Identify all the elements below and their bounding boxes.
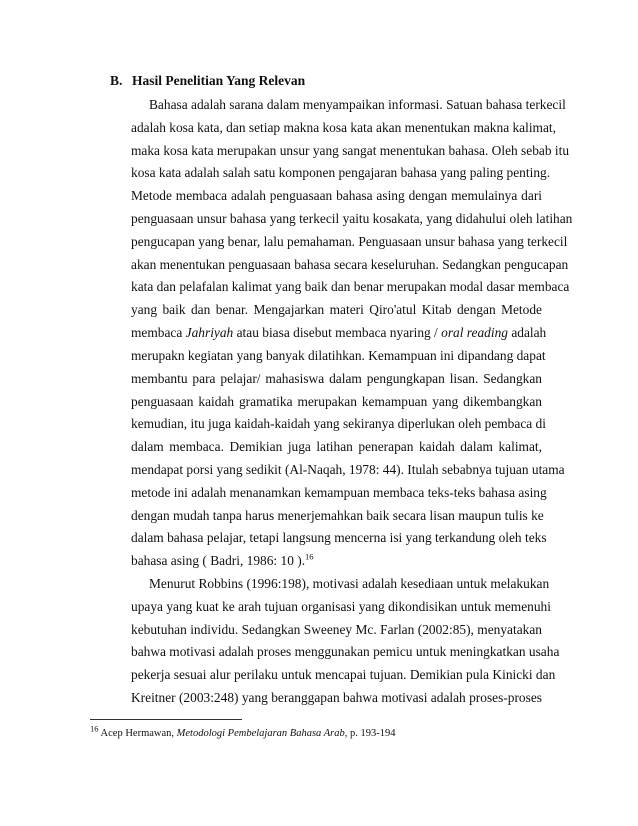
text-segment: bahasa asing ( Badri, 1986: 10 ). (131, 553, 306, 568)
paragraph-line: dalam bahasa pelajar, tetapi langsung mencerna isi yang terkandung oleh teks (131, 530, 547, 545)
footnote-author: Acep Hermawan, (98, 728, 177, 739)
paragraph-line: penguasaan kaidah gramatika merupakan kemampuan yang dikembangkan (131, 394, 542, 409)
paragraph-line: kemudian, itu juga kaidah-kaidah yang sekiranya diperlukan oleh pembaca di (131, 416, 546, 431)
paragraph-line: yang baik dan benar. Mengajarkan materi Qiro'atul Kitab dengan Metode (131, 302, 542, 317)
paragraph-line: Bahasa adalah sarana dalam menyampaikan informasi. Satuan bahasa terkecil (149, 97, 566, 112)
paragraph-line-italic-terms (131, 324, 547, 341)
paragraph-line: bahwa motivasi adalah proses menggunakan pemicu untuk meningkatkan usaha (131, 644, 560, 659)
paragraph-line: adalah kosa kata, dan setiap makna kosa kata akan menentukan makna kalimat, (131, 120, 556, 135)
section-number: B. (110, 73, 123, 88)
section-heading (110, 73, 305, 89)
footnote-book-title: Metodologi Pembelajaran Bahasa Arab (176, 728, 345, 739)
paragraph-line: kosa kata adalah salah satu komponen pengajaran bahasa yang paling penting. (131, 165, 551, 180)
footnote-pages: , p. 193-194 (344, 728, 396, 739)
paragraph-line: membantu para pelajar/ mahasiswa dalam pengungkapan lisan. Sedangkan (131, 371, 542, 386)
paragraph-line: kata dan pelafalan kalimat yang baik dan benar merupakan modal dasar membaca (131, 279, 570, 294)
section-title: Hasil Penelitian Yang Relevan (132, 73, 306, 88)
paragraph-line: metode ini adalah menanamkan kemampuan membaca teks-teks bahasa asing (131, 485, 547, 500)
paragraph-line: kebutuhan individu. Sedangkan Sweeney Mc. Farlan (2002:85), menyatakan (131, 622, 542, 637)
footnote-divider (90, 719, 242, 720)
paragraph-line: penguasaan unsur bahasa yang terkecil yaitu kosakata, yang didahului oleh latihan (131, 211, 573, 226)
paragraph-line: dalam membaca. Demikian juga latihan penerapan kaidah dalam kalimat, (131, 439, 542, 454)
paragraph-line: dengan mudah tanpa harus menerjemahkan baik secara lisan maupun tulis ke (131, 508, 544, 523)
paragraph-line: Menurut Robbins (1996:198), motivasi adalah kesediaan untuk melakukan (149, 576, 550, 591)
footnote-reference[interactable]: 16 (305, 551, 314, 562)
text-segment: adalah (507, 325, 547, 340)
paragraph-line: akan menentukan penguasaan bahasa secara keseluruhan. Sedangkan pengucapan (131, 257, 569, 272)
paragraph-line: pengucapan yang benar, lalu pemahaman. Penguasaan unsur bahasa yang terkecil (131, 234, 568, 249)
text-segment: membaca (131, 325, 186, 340)
paragraph-line: Kreitner (2003:248) yang beranggapan bahwa motivasi adalah proses-proses (131, 690, 542, 705)
paragraph-last-line (131, 552, 542, 569)
italic-term-jahriyah: Jahriyah (185, 325, 234, 340)
footnote-number: 16 (90, 723, 99, 734)
footnote (90, 723, 396, 739)
paragraph-line: merupakn kegiatan yang banyak dilatihkan. Kemampuan ini dipandang dapat (131, 348, 546, 363)
paragraph-line: Metode membaca adalah penguasaan bahasa asing dengan memulainya dari (131, 188, 542, 203)
italic-term-oral-reading: oral reading (441, 325, 508, 340)
text-segment: atau biasa disebut membaca nyaring / (233, 325, 442, 340)
paragraph-line: mendapat porsi yang sedikit (Al-Naqah, 1978: 44). Itulah sebabnya tujuan utama (131, 462, 565, 477)
paragraph-line: upaya yang kuat ke arah tujuan organisasi yang dikondisikan untuk memenuhi (131, 599, 551, 614)
paragraph-line: maka kosa kata merupakan unsur yang sangat menentukan bahasa. Oleh sebab itu (131, 143, 570, 158)
paragraph-line: pekerja sesuai alur perilaku untuk mencapai tujuan. Demikian pula Kinicki dan (131, 667, 556, 682)
